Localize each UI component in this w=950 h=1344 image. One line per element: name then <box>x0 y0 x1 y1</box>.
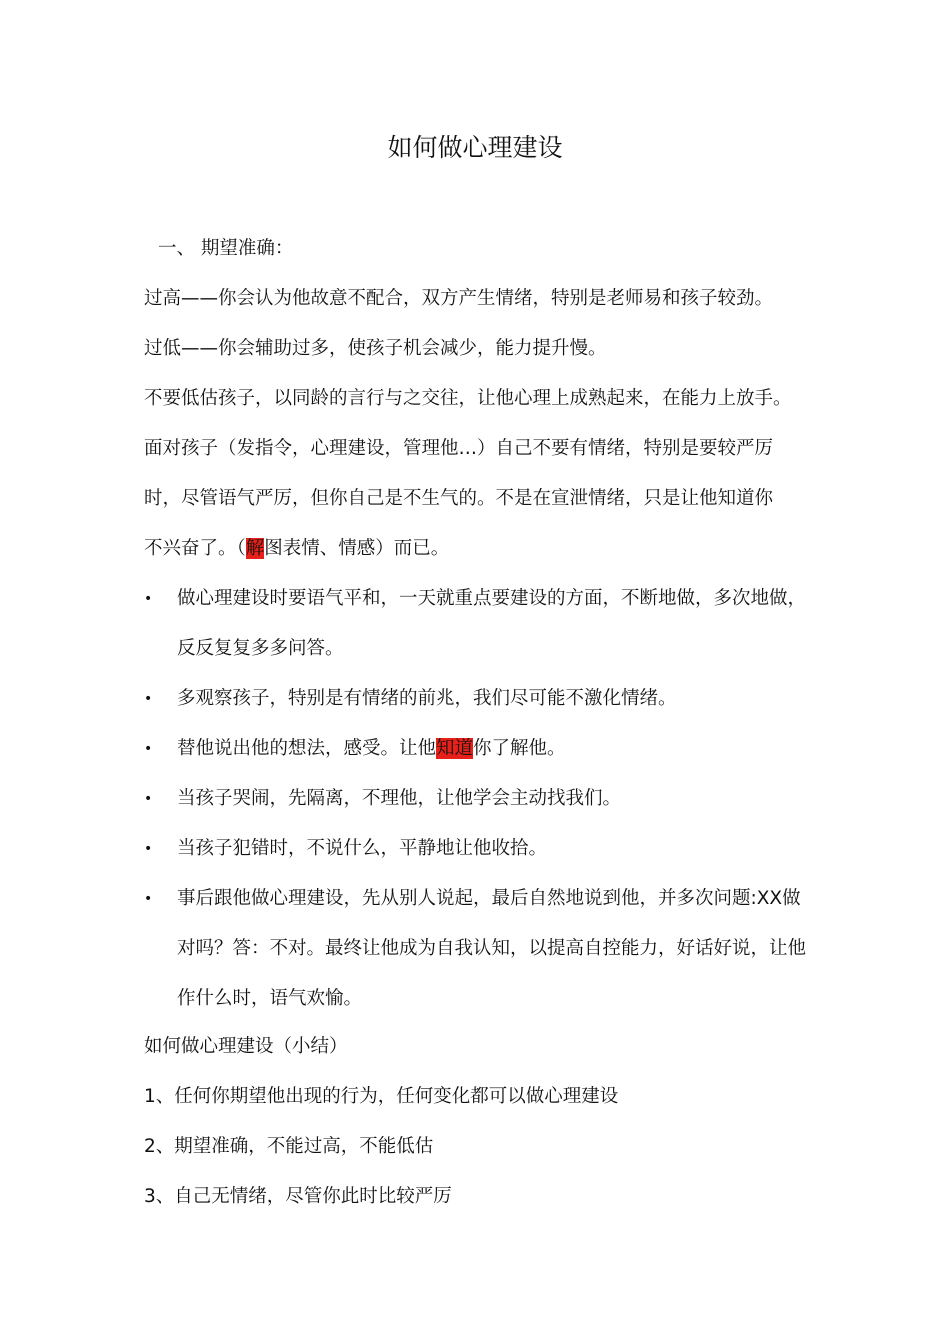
summary-heading: 如何做心理建设（小结） <box>144 1036 348 1057</box>
bullet-marker: • <box>144 841 153 857</box>
section-heading: 一、 期望准确： <box>158 238 294 259</box>
list-item-text: 当孩子犯错时，不说什么，平静地让他收拾。 <box>177 838 548 859</box>
list-item-text: 多观察孩子，特别是有情绪的前兆，我们尽可能不激化情绪。 <box>177 688 677 709</box>
summary-item-3: 3、自己无情绪，尽管你此时比较严厉 <box>144 1186 452 1207</box>
highlighted-text: 知道 <box>436 738 474 759</box>
paragraph-text: 图表情、情感）而已。 <box>264 538 450 559</box>
paragraph-facing-child-line2: 时，尽管语气严厉，但你自己是不生气的。不是在宣泄情绪，只是让他知道你 <box>144 488 774 509</box>
bullet-marker: • <box>144 791 153 807</box>
paragraph-facing-child-line3 <box>144 536 449 562</box>
list-item-text: 做心理建设时要语气平和，一天就重点要建设的方面，不断地做，多次地做，反反复复多多问答。 <box>177 588 807 659</box>
paragraph-too-low: 过低——你会辅助过多，使孩子机会减少，能力提升慢。 <box>144 338 607 359</box>
paragraph-text: 不兴奋了。（ <box>144 538 246 559</box>
bullet-marker: • <box>144 741 153 757</box>
paragraph-dont-underestimate: 不要低估孩子，以同龄的言行与之交往，让他心理上成熟起来，在能力上放手。 <box>144 388 792 409</box>
document-title: 如何做心理建设 <box>387 133 563 162</box>
bullet-marker: • <box>144 691 153 707</box>
highlighted-text: 解 <box>245 538 265 559</box>
list-item-text-part: 你了解他。 <box>473 738 566 759</box>
bullet-marker: • <box>144 591 153 607</box>
bullet-marker: • <box>144 891 153 907</box>
list-item-text-part: 替他说出他的想法，感受。让他 <box>177 738 437 759</box>
summary-item-2: 2、期望准确，不能过高，不能低估 <box>144 1136 434 1157</box>
paragraph-too-high: 过高——你会认为他故意不配合，双方产生情绪，特别是老师易和孩子较劲。 <box>144 288 774 309</box>
list-item-text <box>177 724 817 774</box>
paragraph-facing-child-line1: 面对孩子（发指令，心理建设，管理他…）自己不要有情绪，特别是要较严厉 <box>144 438 774 459</box>
list-item-text: 事后跟他做心理建设，先从别人说起，最后自然地说到他，并多次问题:XX做对吗？答：不对。最终让他成为自我认知，以提高自控能力，好话好说，让他作什么时，语气欢愉。 <box>177 888 807 1009</box>
summary-item-1: 1、任何你期望他出现的行为，任何变化都可以做心理建设 <box>144 1086 619 1107</box>
list-item-text: 当孩子哭闹，先隔离，不理他，让他学会主动找我们。 <box>177 788 622 809</box>
